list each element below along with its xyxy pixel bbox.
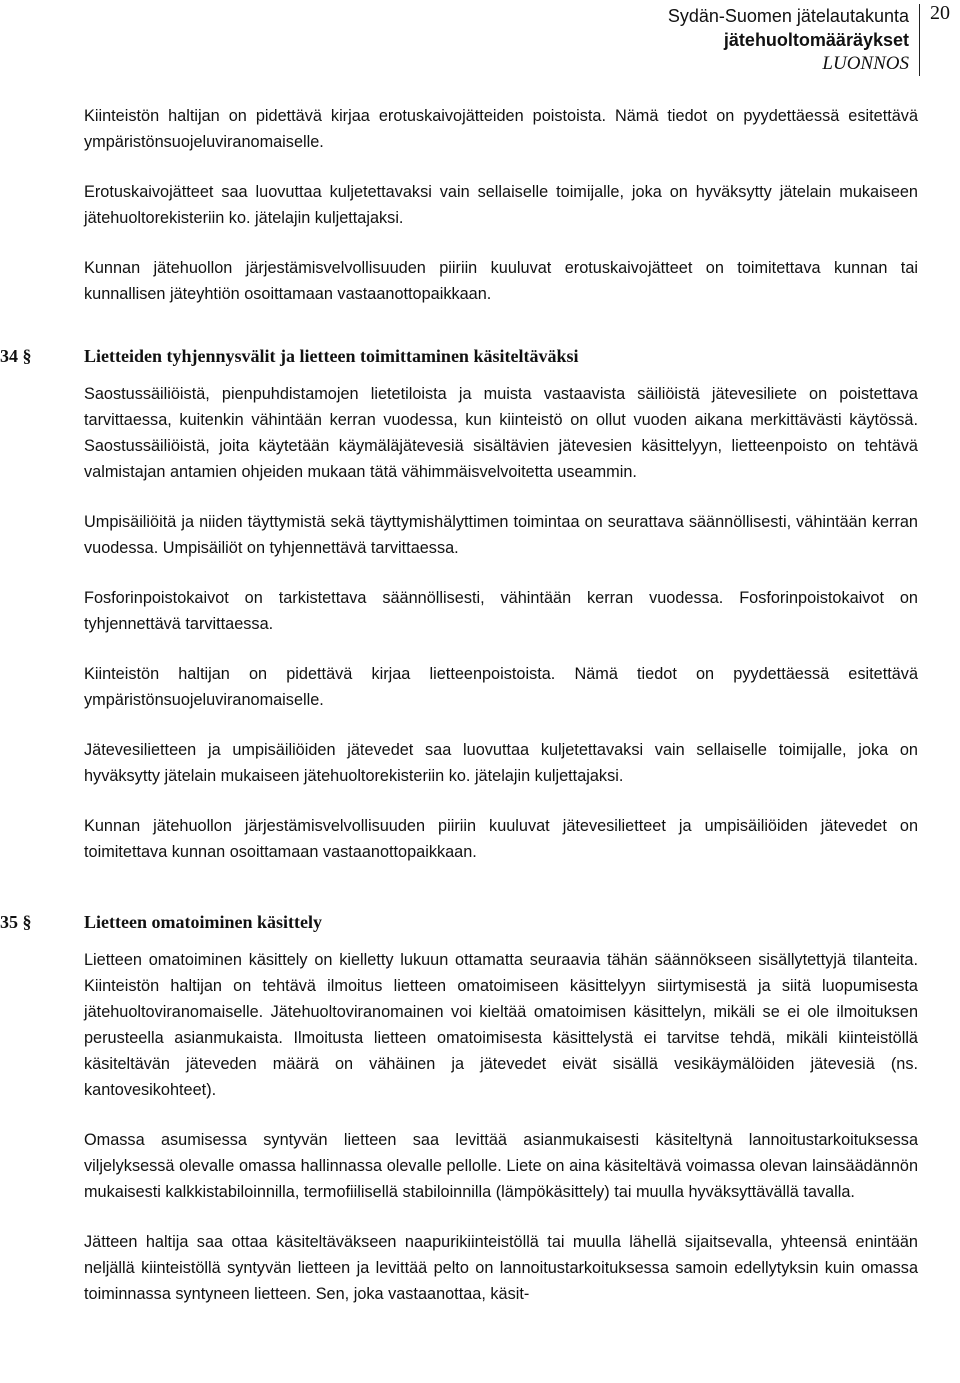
- paragraph: Kiinteistön haltijan on pidettävä kirjaa erotuskaivojätteiden poistoista. Nämä tiedot on pyydettäessä esitettävä ympäristönsuojeluviranomaiselle.: [84, 107, 918, 151]
- section-title: Lietteiden tyhjennysvälit ja lietteen toimittaminen käsiteltäväksi: [84, 346, 579, 366]
- paragraph: Kiinteistön haltijan on pidettävä kirjaa lietteenpoistoista. Nämä tiedot on pyydettäessä esitettävä ympäristönsuojeluviranomaiselle.: [84, 665, 918, 709]
- header-document-title: jätehuoltomääräykset: [723, 30, 909, 50]
- section-number: 35 §: [0, 912, 32, 932]
- section-heading-35: [0, 909, 918, 935]
- header-draft-status: LUONNOS: [822, 53, 909, 74]
- paragraph: Erotuskaivojätteet saa luovuttaa kuljetettavaksi vain sellaiselle toimijalle, joka on hyväksytty jätelain mukaiseen jätehuoltorekisteriin ko. jätelajin kuljettajaksi.: [84, 183, 918, 227]
- paragraph: Umpisäiliöitä ja niiden täyttymistä sekä täyttymishälyttimen toimintaa on seurattava säännöllisesti, vähintään kerran vuodessa. Umpisäiliöt on tyhjennettävä tarvittaessa.: [84, 513, 918, 557]
- paragraph: Jätevesilietteen ja umpisäiliöiden jätevedet saa luovuttaa kuljetettavaksi vain sellaiselle toimijalle, joka on hyväksytty jätelain mukaiseen jätehuoltorekisteriin ko. jätelajin kuljettajaksi.: [84, 741, 918, 785]
- section-title: Lietteen omatoiminen käsittely: [84, 912, 322, 932]
- paragraph: Kunnan jätehuollon järjestämisvelvollisuuden piiriin kuuluvat erotuskaivojätteet on toimitettava kunnan tai kunnallisen jäteyhtiön osoittamaan vastaanottopaikkaan.: [84, 259, 918, 303]
- paragraph: Fosforinpoistokaivot on tarkistettava säännöllisesti, vähintään kerran vuodessa. Fosforinpoistokaivot on tyhjennettävä tarvittaessa.: [84, 589, 918, 633]
- section-heading-34: [0, 343, 918, 369]
- paragraph: Kunnan jätehuollon järjestämisvelvollisuuden piiriin kuuluvat jätevesilietteet ja umpisäiliöiden jätevedet on toimitettava kunnan osoittamaan vastaanottopaikkaan.: [84, 817, 918, 861]
- paragraph: Saostussäiliöistä, pienpuhdistamojen lietetiloista ja muista vastaavista säiliöistä jätevesiliete on poistettava tarvittaessa, kuitenkin vähintään kerran vuodessa, kun kiinteistö on ollut vuoden aikana merkittävästi käytössä. Saostussäiliöistä, joita käytetään käymäläjätevesiä sisältävien jätevesien käsittelyyn, lietteenpoisto on tehtävä valmistajan antamien ohjeiden mukaan tätä vähimmäisvelvoitetta useammin.: [84, 385, 918, 481]
- paragraph: Jätteen haltija saa ottaa käsiteltäväkseen naapurikiinteistöllä tai muulla lähellä sijaitsevalla, yhteensä enintään neljällä kiinteistöllä syntyvän lietteen ja levittää pelto on lannoitustarkoituksessa samoin edellytyksin kuin omassa toiminnassa syntyneen lietteen. Sen, joka vastaanottaa, käsit-: [84, 1233, 918, 1303]
- page-header: [668, 4, 920, 76]
- header-organization: Sydän-Suomen jätelautakunta: [667, 6, 909, 26]
- document-body: [0, 103, 918, 1331]
- page-number: 20: [930, 2, 950, 24]
- paragraph: Omassa asumisessa syntyvän lietteen saa levittää asianmukaisesti käsiteltynä lannoitustarkoituksessa viljelyksessä olevalle omassa hallinnassa olevalle pellolle. Liete on aina käsiteltävä voimassa olevan lainsäädännön mukaisesti kalkkistabiloinnilla, termofiilisellä stabiloinnilla (lämpökäsittely) tai muulla hyväksyttävällä tavalla.: [84, 1131, 918, 1201]
- paragraph: Lietteen omatoiminen käsittely on kielletty lukuun ottamatta seuraavia tähän säännökseen sisällytettyjä tilanteita. Kiinteistön haltijan on tehtävä ilmoitus lietteen omatoimiseen käsittelyyn siirtymisestä ja siitä luopumisesta jätehuoltoviranomaiselle. Jätehuoltoviranomainen voi kieltää omatoimisen käsittelyn, mikäli se ei ole ilmoituksen perusteella asianmukaista. Ilmoitusta lietteen omatoimisesta käsittelystä ei tarvitse tehdä, mikäli kiinteistöllä käsiteltävän jäteveden määrä on vähäinen ja jätevedet eivät sisällä vesikäymälöiden jätevesiä (ns. kantovesikohteet).: [84, 951, 918, 1099]
- section-number: 34 §: [0, 346, 32, 366]
